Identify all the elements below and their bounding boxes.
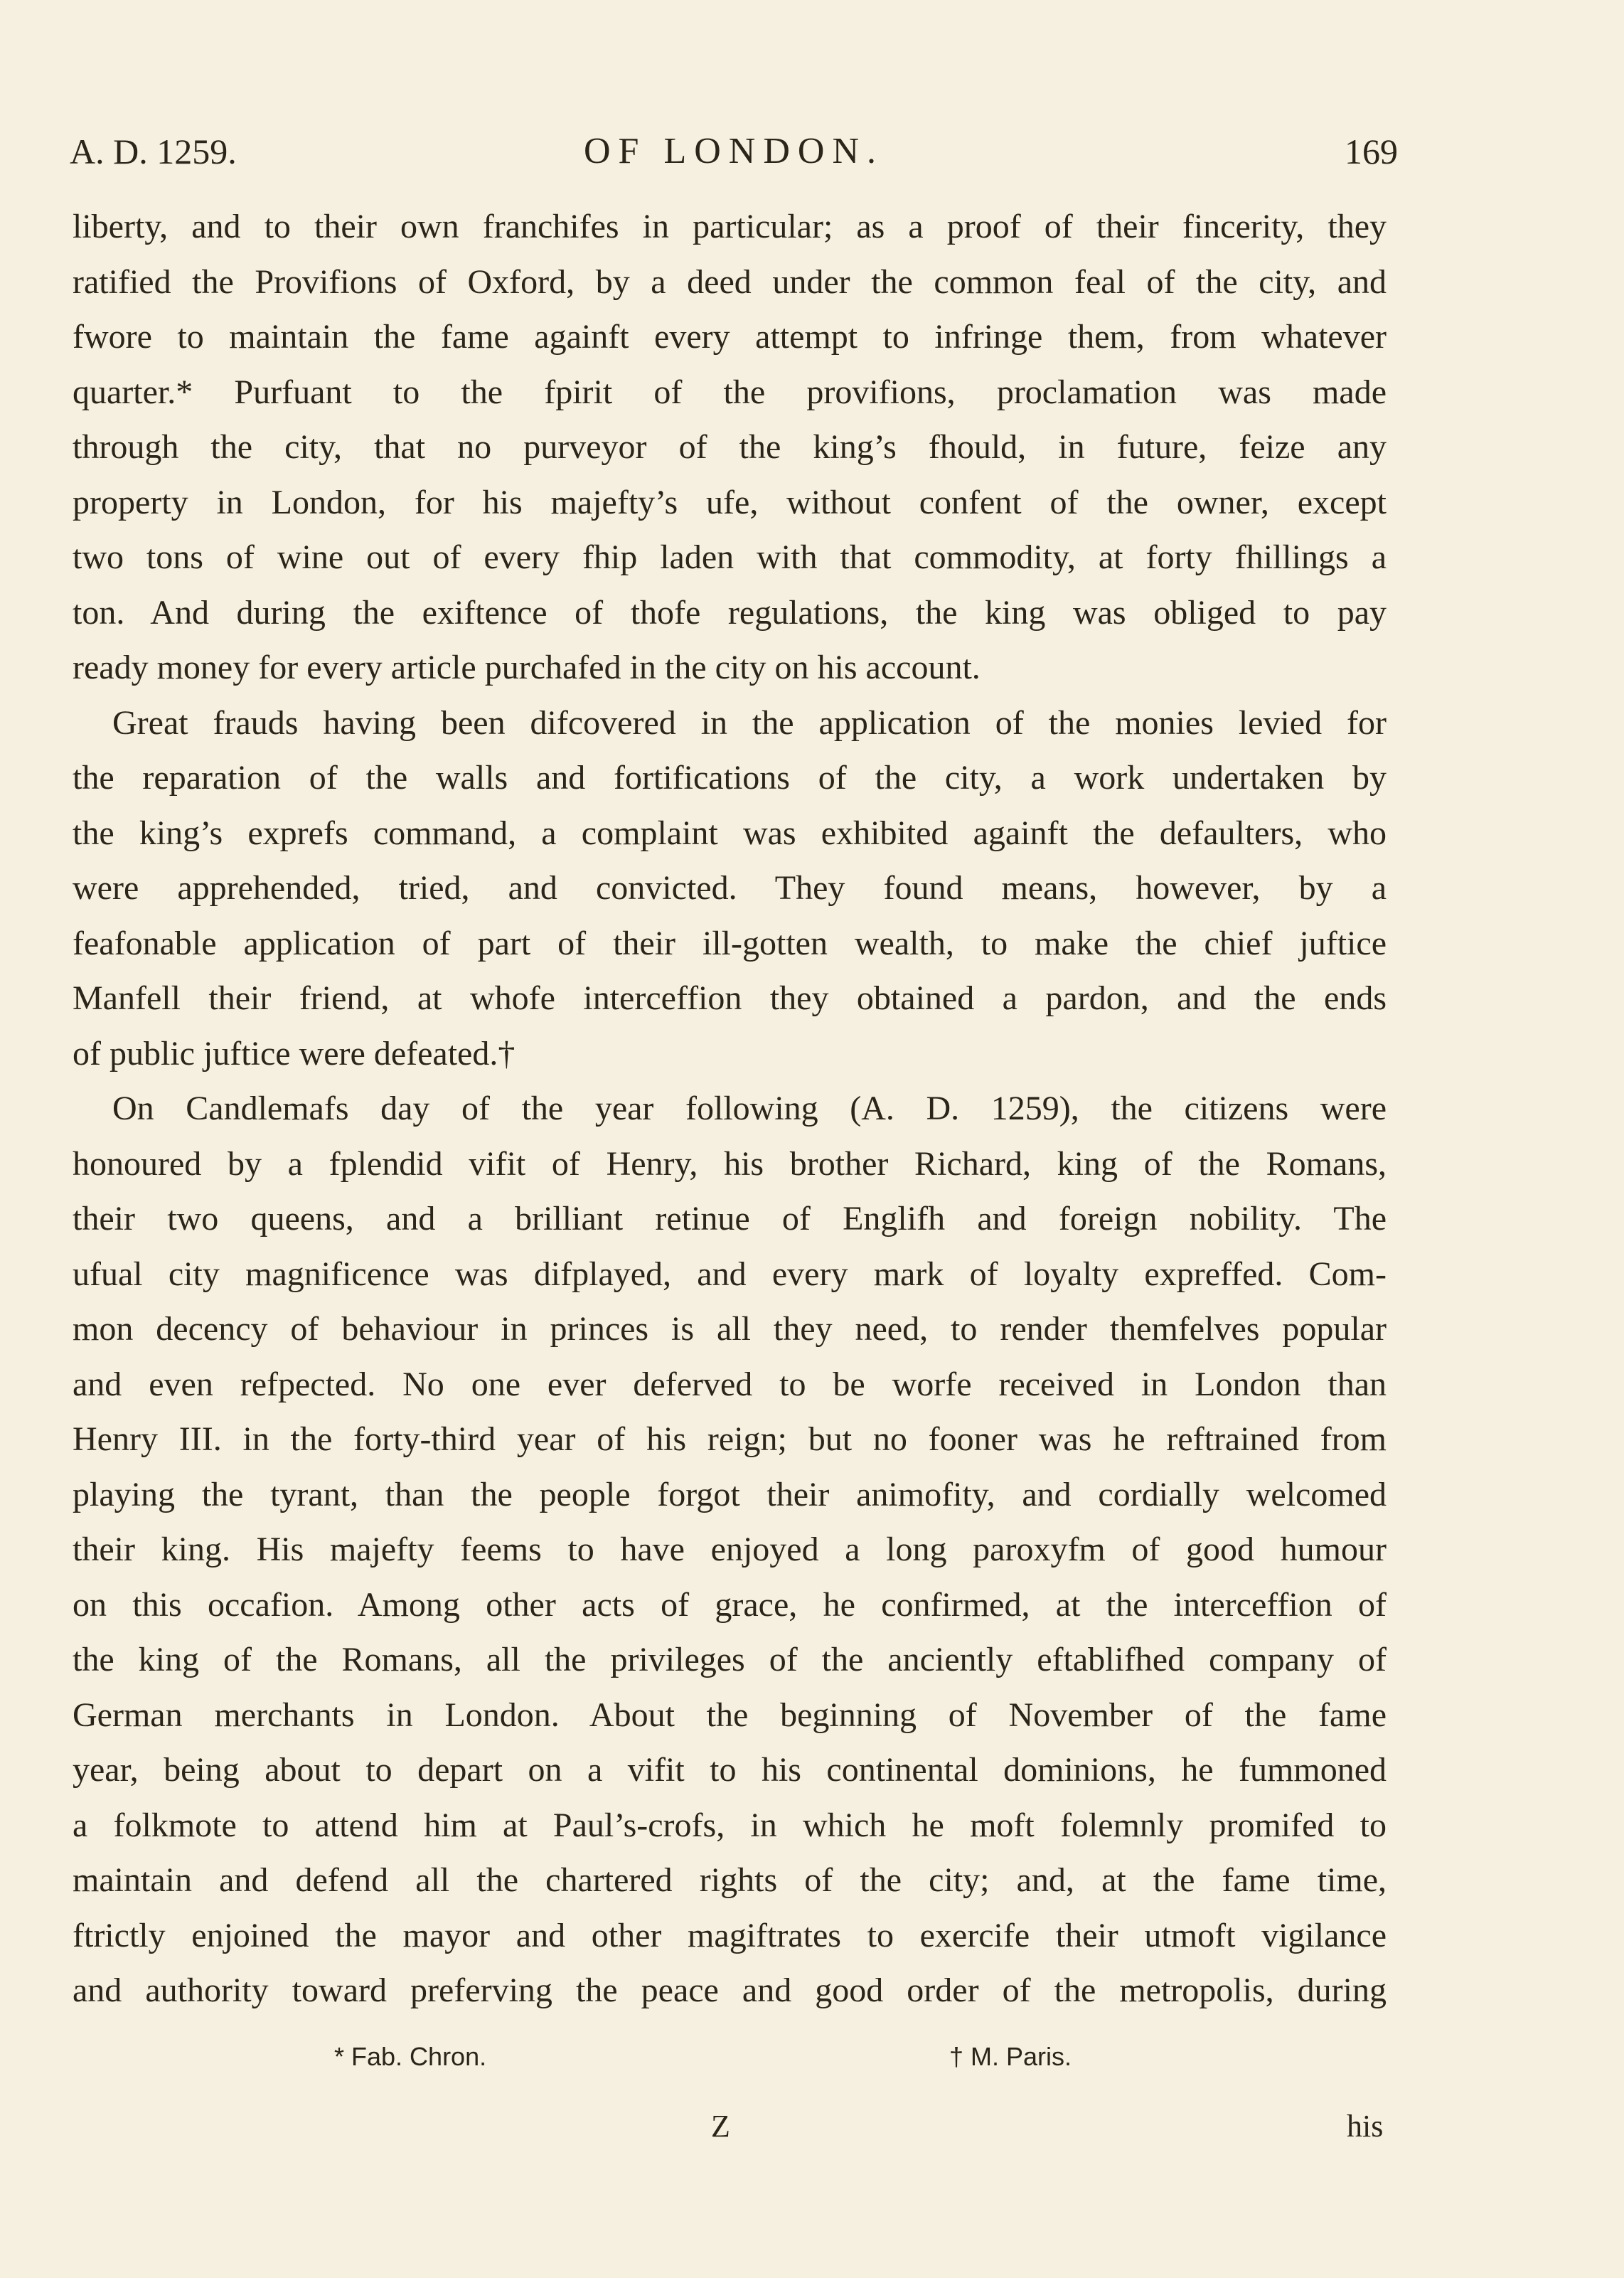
body-text (73, 199, 1387, 2018)
text-line: Manfell their friend, at whofe interceffion they obtained a pardon, and the ends (73, 979, 1387, 1017)
text-line: German merchants in London. About the beginning of November of the fame (73, 1696, 1387, 1734)
footnotes (0, 2035, 1624, 2078)
text-line: feafonable application of part of their ill-gotten wealth, to make the chief juftice (73, 924, 1387, 962)
text-line: their king. His majefty feems to have enjoyed a long paroxyfm of good humour (73, 1531, 1387, 1568)
text-line: ufual city magnificence was difplayed, and every mark of loyalty expreffed. Com- (73, 1255, 1387, 1293)
running-head (70, 127, 1398, 176)
page-number: 169 (1345, 132, 1398, 171)
text-line: and authority toward preferving the peace and good order of the metropolis, during (73, 1971, 1387, 2009)
text-line: ftrictly enjoined the mayor and other magiftrates to exercife their utmoft vigilance (73, 1916, 1387, 1954)
text-line: ton. And during the exiftence of thofe regulations, the king was obliged to pay (73, 593, 1387, 632)
text-line: mon decency of behaviour in princes is all they need, to render themfelves popular (73, 1310, 1387, 1348)
text-line: playing the tyrant, than the people forgot their animofity, and cordially welcomed (73, 1475, 1387, 1513)
text-line: quarter.* Purfuant to the fpirit of the provifions, proclamation was made (73, 373, 1387, 411)
text-line: Great frauds having been difcovered in the application of the monies levied for (112, 703, 1387, 742)
footnote-fab-chron: * Fab. Chron. (334, 2042, 487, 2071)
text-line: maintain and defend all the chartered rights of the city; and, at the fame time, (73, 1861, 1387, 1899)
text-line: liberty, and to their own franchifes in particular; as a proof of their fincerity, they (73, 208, 1387, 245)
text-line: ratified the Provifions of Oxford, by a deed under the common feal of the city, and (73, 262, 1387, 301)
text-line: the king’s exprefs command, a complaint was exhibited againft the defaulters, who (73, 814, 1387, 852)
text-line: of public juftice were defeated.† (73, 1034, 515, 1073)
text-line: two tons of wine out of every fhip laden with that commodity, at forty fhillings a (73, 538, 1387, 576)
text-line: property in London, for his majefty’s ufe, without confent of the owner, except (73, 483, 1387, 521)
signature-mark: Z (711, 2109, 730, 2144)
text-line: a folkmote to attend him at Paul’s-crofs, in which he moft folemnly promifed to (73, 1806, 1387, 1844)
catchword: his (1347, 2109, 1384, 2144)
text-line: On Candlemafs day of the year following (A. D. 1259), the citizens were (112, 1090, 1387, 1127)
text-line: Henry III. in the forty-third year of his reign; but no fooner was he reftrained from (73, 1420, 1387, 1458)
running-head-year: A. D. 1259. (70, 132, 237, 171)
text-line: the king of the Romans, all the privileges of the anciently eftablifhed company of (73, 1641, 1387, 1678)
text-line: the reparation of the walls and fortifications of the city, a work undertaken by (73, 759, 1387, 797)
text-line: honoured by a fplendid vifit of Henry, his brother Richard, king of the Romans, (73, 1144, 1387, 1183)
text-line: through the city, that no purveyor of the king’s fhould, in future, feize any (73, 428, 1387, 466)
text-line: their two queens, and a brilliant retinue of Englifh and foreign nobility. The (73, 1200, 1387, 1238)
running-head-title: OF LONDON. (584, 131, 884, 171)
text-line: ready money for every article purchafed in the city on his account. (73, 649, 981, 686)
text-line: year, being about to depart on a vifit to his continental dominions, he fummoned (73, 1751, 1387, 1789)
text-line: and even refpected. No one ever deferved to be worfe received in London than (73, 1365, 1387, 1403)
footnote-m-paris: † M. Paris. (949, 2042, 1072, 2071)
text-line: on this occafion. Among other acts of grace, he confirmed, at the interceffion of (73, 1585, 1387, 1624)
text-line: fwore to maintain the fame againft every attempt to infringe them, from whatever (73, 318, 1387, 356)
text-line: were apprehended, tried, and convicted. They found means, however, by a (73, 869, 1387, 907)
